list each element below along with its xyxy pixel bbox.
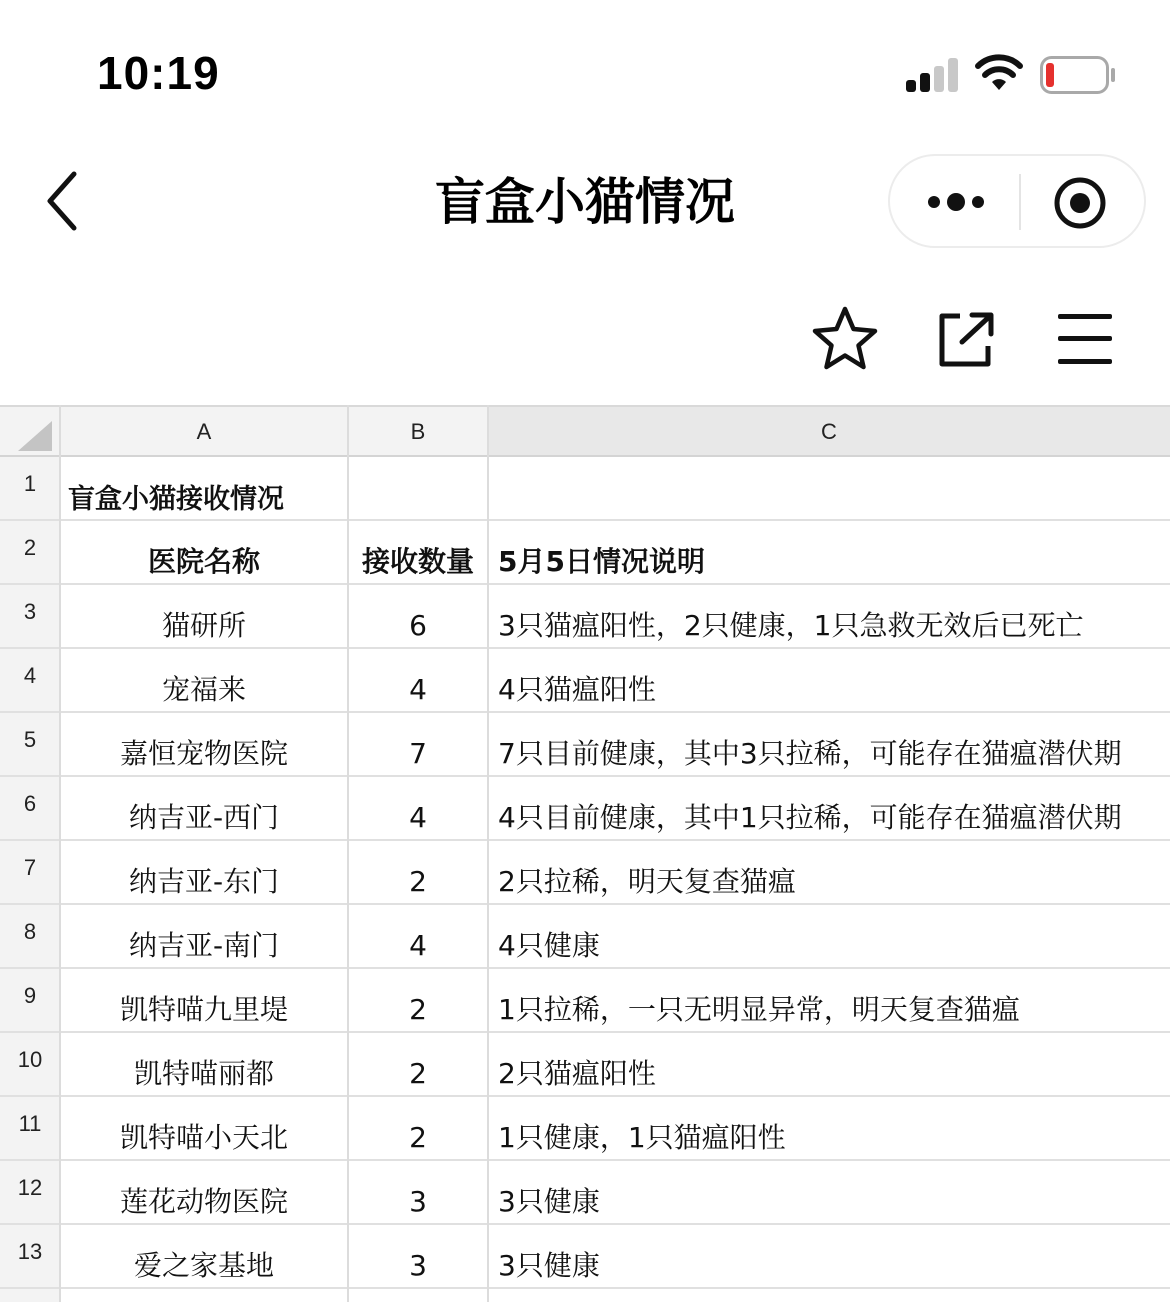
cell-hospital[interactable]: 凯特喵丽都 [133, 1057, 274, 1090]
row-number-partial[interactable] [0, 1289, 60, 1302]
wifi-icon [975, 52, 1023, 92]
status-bar [0, 0, 1170, 140]
row-number[interactable]: 4 [0, 649, 60, 711]
select-all-triangle-icon [16, 419, 54, 453]
cell-hospital[interactable]: 凯特喵九里堤 [119, 993, 288, 1026]
share-icon[interactable] [936, 310, 996, 368]
sheet-title-cell[interactable]: 盲盒小猫接收情况 [68, 484, 284, 515]
cell-hospital[interactable]: 纳吉亚-西门 [128, 801, 280, 834]
cell-count[interactable]: 2 [409, 865, 427, 898]
table-row[interactable] [0, 713, 1170, 777]
table-row[interactable] [0, 1097, 1170, 1161]
table-row[interactable] [0, 841, 1170, 905]
star-icon[interactable] [810, 304, 880, 372]
menu-icon[interactable] [1056, 312, 1114, 366]
capsule-divider [1019, 174, 1021, 230]
page-title: 盲盒小猫情况 [435, 173, 735, 231]
cell-count[interactable]: 7 [409, 737, 427, 770]
select-all-corner[interactable] [0, 405, 60, 457]
status-time: 10:19 [97, 47, 220, 99]
more-icon[interactable] [920, 176, 992, 228]
cell-hospital[interactable]: 凯特喵小天北 [119, 1121, 288, 1154]
row-number[interactable]: 2 [0, 521, 60, 583]
back-icon[interactable] [40, 168, 90, 234]
grid-line [347, 405, 349, 1302]
row-number[interactable]: 13 [0, 1225, 60, 1287]
cell-note[interactable]: 3只猫瘟阳性，2只健康，1只急救无效后已死亡 [498, 609, 1084, 642]
cell-count[interactable]: 2 [409, 993, 427, 1026]
cell-hospital[interactable]: 纳吉亚-南门 [128, 929, 280, 962]
cell-hospital[interactable]: 猫研所 [161, 609, 246, 642]
header-hospital-name[interactable]: 医院名称 [147, 545, 260, 578]
grid-line [59, 405, 61, 1302]
cell-hospital[interactable]: 爱之家基地 [133, 1249, 274, 1282]
cellular-signal-icon [906, 58, 960, 92]
header-status-note[interactable]: 5月5日情况说明 [498, 545, 705, 578]
mini-program-capsule [888, 154, 1146, 248]
cell-count[interactable]: 4 [409, 673, 427, 706]
column-header-b[interactable]: B [348, 405, 488, 457]
cell-hospital[interactable]: 嘉恒宠物医院 [119, 737, 288, 770]
cell-note[interactable]: 2只拉稀，明天复查猫瘟 [498, 865, 796, 898]
cell-count[interactable]: 2 [409, 1057, 427, 1090]
cell-count[interactable]: 6 [409, 609, 427, 642]
table-row[interactable] [0, 585, 1170, 649]
row-number[interactable]: 10 [0, 1033, 60, 1095]
row-number[interactable]: 1 [0, 457, 60, 519]
row-number[interactable]: 7 [0, 841, 60, 903]
row-number[interactable]: 9 [0, 969, 60, 1031]
cell-note[interactable]: 2只猫瘟阳性 [498, 1057, 656, 1090]
table-row[interactable] [0, 1161, 1170, 1225]
row-number[interactable]: 12 [0, 1161, 60, 1223]
row-number[interactable]: 8 [0, 905, 60, 967]
spreadsheet[interactable] [0, 405, 1170, 1302]
header-received-count[interactable]: 接收数量 [361, 545, 474, 578]
table-header-row[interactable] [0, 521, 1170, 585]
table-row[interactable] [0, 1033, 1170, 1097]
table-row[interactable] [0, 777, 1170, 841]
cell-note[interactable]: 3只健康 [498, 1185, 600, 1218]
row-number[interactable]: 6 [0, 777, 60, 839]
row-number[interactable]: 5 [0, 713, 60, 775]
cell-hospital[interactable]: 纳吉亚-东门 [128, 865, 280, 898]
table-row[interactable] [0, 905, 1170, 969]
cell-note[interactable]: 7只目前健康，其中3只拉稀，可能存在猫瘟潜伏期 [498, 737, 1122, 770]
cell-note[interactable]: 4只猫瘟阳性 [498, 673, 656, 706]
cell-note[interactable]: 3只健康 [498, 1249, 600, 1282]
table-row-partial[interactable] [0, 1289, 1170, 1302]
close-target-icon[interactable] [1050, 173, 1110, 233]
cell-count[interactable]: 3 [409, 1249, 427, 1282]
cell-hospital[interactable]: 莲花动物医院 [119, 1185, 288, 1218]
table-row[interactable] [0, 457, 1170, 521]
cell-hospital[interactable]: 宠福来 [161, 673, 246, 706]
cell-count[interactable]: 3 [409, 1185, 427, 1218]
battery-low-icon [1040, 56, 1116, 94]
cell-count[interactable]: 4 [409, 801, 427, 834]
column-header-c[interactable]: C [488, 405, 1170, 457]
row-number[interactable]: 3 [0, 585, 60, 647]
table-row[interactable] [0, 969, 1170, 1033]
cell-note[interactable]: 4只健康 [498, 929, 600, 962]
table-row[interactable] [0, 649, 1170, 713]
grid-line [487, 405, 489, 1302]
table-row[interactable] [0, 1225, 1170, 1289]
column-header-a[interactable]: A [60, 405, 348, 457]
cell-note[interactable]: 1只拉稀，一只无明显异常，明天复查猫瘟 [498, 993, 1020, 1026]
row-number[interactable]: 11 [0, 1097, 60, 1159]
cell-count[interactable]: 2 [409, 1121, 427, 1154]
cell-note[interactable]: 4只目前健康，其中1只拉稀，可能存在猫瘟潜伏期 [498, 801, 1122, 834]
cell-note[interactable]: 1只健康，1只猫瘟阳性 [498, 1121, 786, 1154]
cell-count[interactable]: 4 [409, 929, 427, 962]
